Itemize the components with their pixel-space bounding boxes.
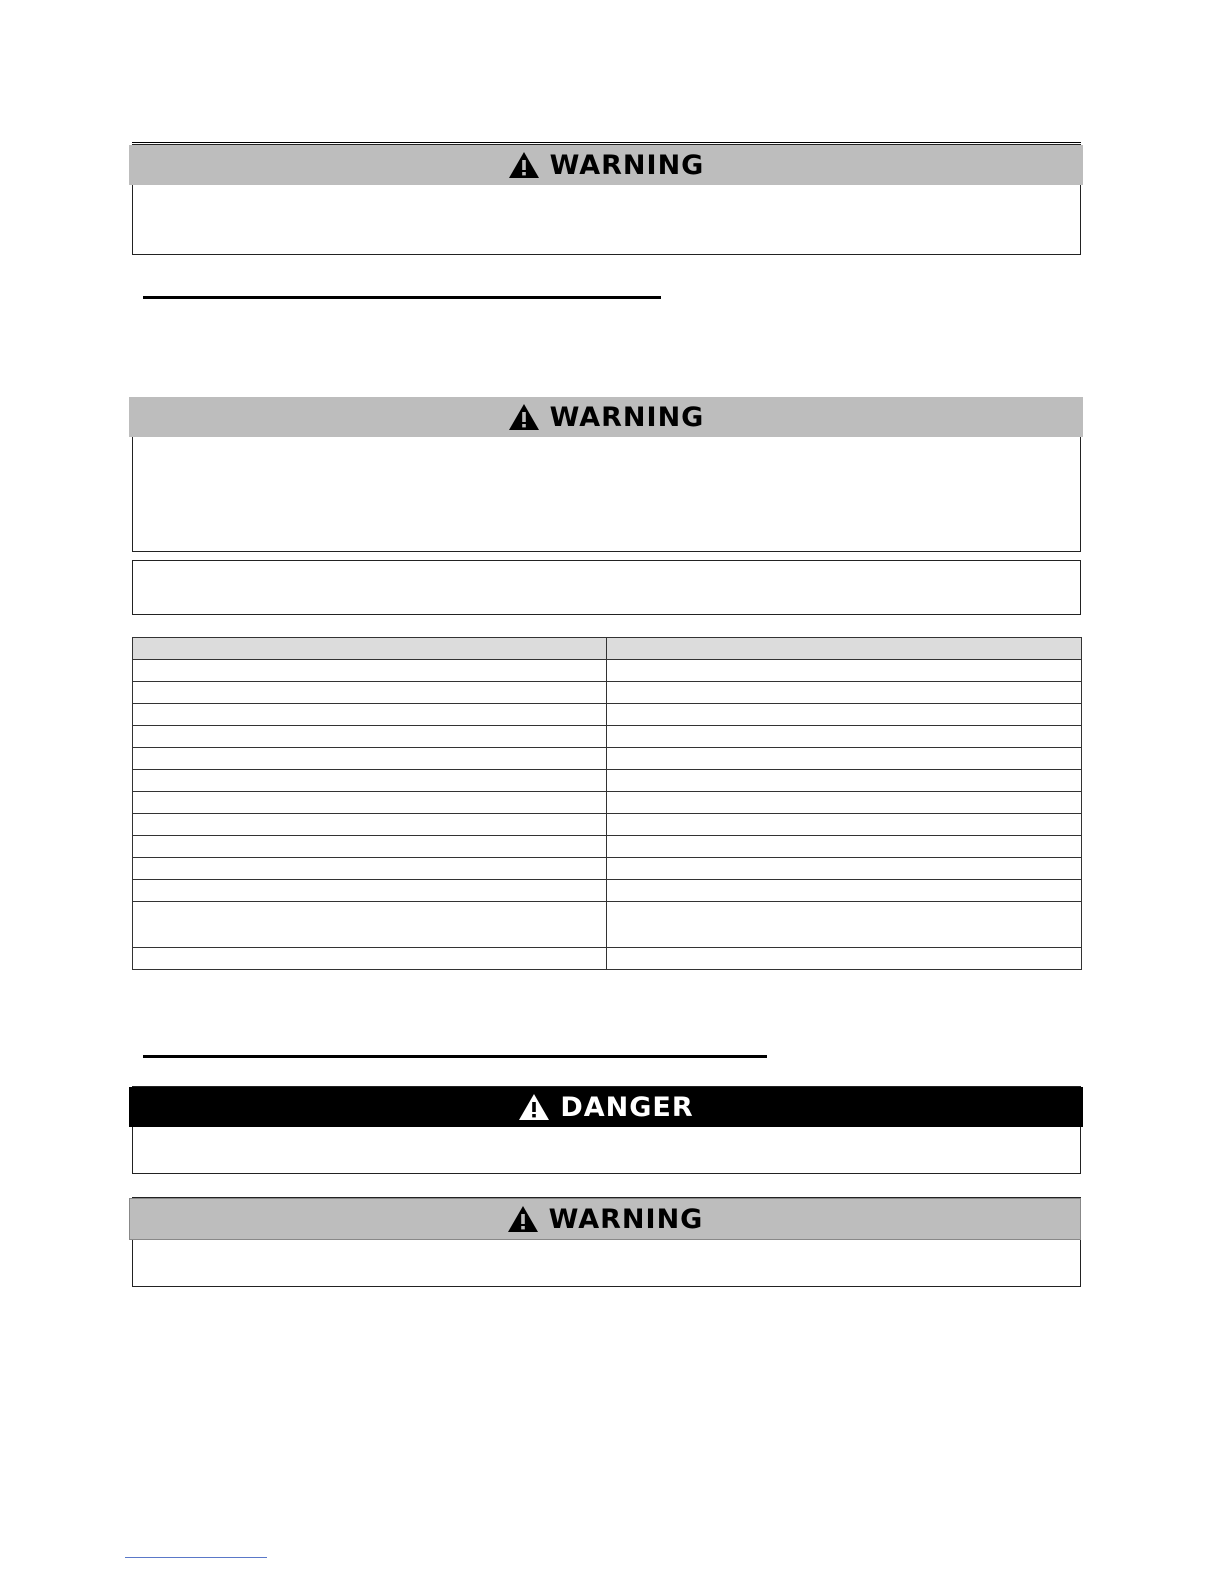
table-cell: [607, 682, 1082, 704]
table-cell: [133, 726, 607, 748]
table-cell: [133, 948, 607, 970]
table-cell: [607, 792, 1082, 814]
table-cell: [607, 836, 1082, 858]
table-cell: [607, 726, 1082, 748]
warning-triangle-icon: [507, 1205, 539, 1233]
danger-header: [129, 1087, 1083, 1127]
table-cell: [607, 748, 1082, 770]
section-heading-underline-1: [143, 296, 661, 299]
table-row: [133, 682, 1082, 704]
table-cell: [133, 858, 607, 880]
table-row: [133, 814, 1082, 836]
table-row: [133, 770, 1082, 792]
footer-link-underline[interactable]: [125, 1557, 267, 1558]
warning-label: WARNING: [549, 401, 705, 433]
table-row: [133, 858, 1082, 880]
table-header-row: [133, 638, 1082, 660]
danger-label: DANGER: [560, 1091, 694, 1123]
warning-header-1: [129, 145, 1083, 185]
table-row: [133, 880, 1082, 902]
table-row: [133, 748, 1082, 770]
table-row: [133, 704, 1082, 726]
table-cell: [133, 814, 607, 836]
table-cell: [607, 770, 1082, 792]
table-cell: [607, 858, 1082, 880]
table-cell: [133, 836, 607, 858]
table-cell: [133, 682, 607, 704]
table-row: [133, 948, 1082, 970]
table-cell: [607, 880, 1082, 902]
table-row: [133, 836, 1082, 858]
table-row: [133, 660, 1082, 682]
warning-header-2: [129, 397, 1083, 437]
table-row: [133, 792, 1082, 814]
note-box: [132, 560, 1081, 615]
table-cell: [133, 660, 607, 682]
table-cell: [607, 948, 1082, 970]
table-cell: [607, 814, 1082, 836]
table-cell: [133, 902, 607, 948]
warning-header-3: [129, 1198, 1081, 1240]
specification-table: [132, 637, 1082, 970]
table-cell: [133, 704, 607, 726]
table-cell: [133, 880, 607, 902]
table-cell: [607, 902, 1082, 948]
danger-triangle-icon: [518, 1093, 550, 1121]
table-cell: [133, 748, 607, 770]
table-cell: [607, 660, 1082, 682]
section-heading-underline-2: [143, 1055, 767, 1058]
warning-triangle-icon: [508, 403, 540, 431]
warning-label: WARNING: [549, 149, 705, 181]
table-header-cell: [607, 638, 1082, 660]
table-row: [133, 726, 1082, 748]
table-row: [133, 902, 1082, 948]
table-cell: [133, 770, 607, 792]
warning-label: WARNING: [548, 1203, 704, 1235]
table-cell: [607, 704, 1082, 726]
warning-triangle-icon: [508, 151, 540, 179]
top-rule: [132, 142, 1081, 143]
table-cell: [133, 792, 607, 814]
table-header-cell: [133, 638, 607, 660]
